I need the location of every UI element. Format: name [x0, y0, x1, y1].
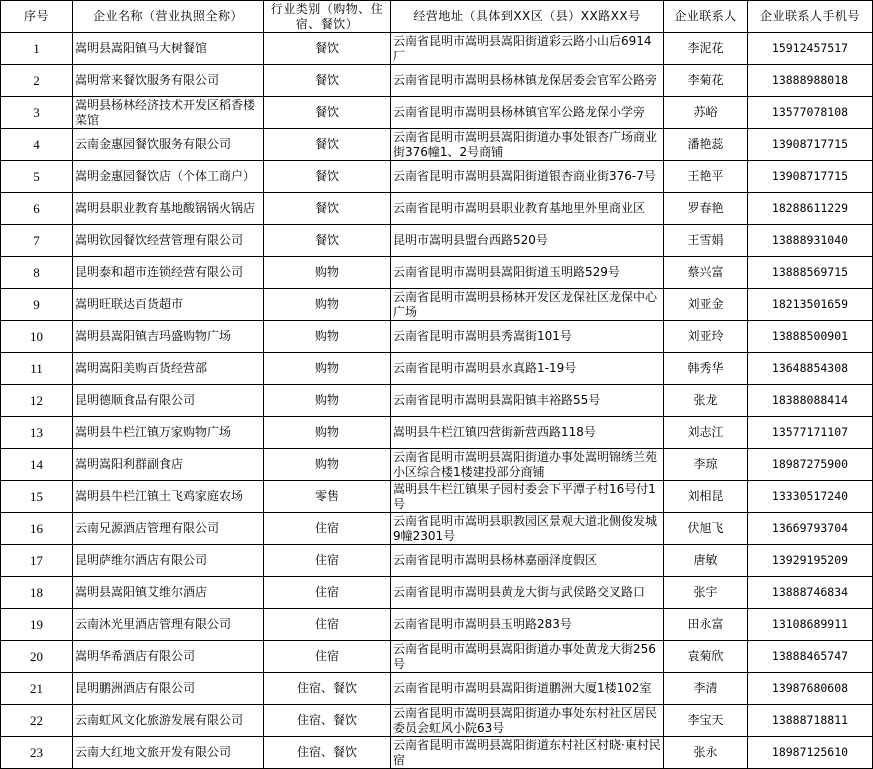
cell-no: 23 — [1, 737, 73, 769]
cell-no: 11 — [1, 353, 73, 385]
table-row — [1, 97, 873, 129]
cell-no: 4 — [1, 129, 73, 161]
cell-category: 餐饮 — [264, 65, 391, 97]
cell-phone: 13908717715 — [748, 161, 873, 193]
cell-address: 云南省昆明市嵩明县嵩阳街道彩云路小山后6914厂 — [391, 33, 664, 65]
cell-address: 云南省昆明市嵩明县嵩阳街道办事处东村社区居民委员会虹风小院63号 — [391, 705, 664, 737]
cell-name: 嵩明县牛栏江镇万家购物广场 — [73, 417, 264, 449]
cell-no: 13 — [1, 417, 73, 449]
cell-no: 20 — [1, 641, 73, 673]
cell-address: 云南省昆明市嵩明县秀嵩街101号 — [391, 321, 664, 353]
cell-address: 云南省昆明市嵩明县玉明路283号 — [391, 609, 664, 641]
cell-address: 云南省昆明市嵩明县杨林嘉丽泽度假区 — [391, 545, 664, 577]
cell-phone: 13888746834 — [748, 577, 873, 609]
cell-name: 嵩明金惠园餐饮店（个体工商户） — [73, 161, 264, 193]
cell-category: 住宿 — [264, 545, 391, 577]
cell-category: 住宿 — [264, 513, 391, 545]
cell-no: 21 — [1, 673, 73, 705]
cell-phone: 13888569715 — [748, 257, 873, 289]
table-row — [1, 545, 873, 577]
cell-name: 嵩明嵩阳利群副食店 — [73, 449, 264, 481]
cell-name: 嵩明县职业教育基地酸锅锅火锅店 — [73, 193, 264, 225]
cell-category: 餐饮 — [264, 161, 391, 193]
cell-phone: 15912457517 — [748, 33, 873, 65]
table-row — [1, 481, 873, 513]
table-body — [1, 33, 873, 769]
cell-name: 云南金惠园餐饮服务有限公司 — [73, 129, 264, 161]
table-row — [1, 321, 873, 353]
cell-name: 云南兄源酒店管理有限公司 — [73, 513, 264, 545]
cell-contact: 刘亚金 — [664, 289, 748, 321]
table-row — [1, 417, 873, 449]
cell-address: 云南省昆明市嵩明县水真路1-19号 — [391, 353, 664, 385]
cell-phone: 18288611229 — [748, 193, 873, 225]
cell-contact: 苏峪 — [664, 97, 748, 129]
cell-name: 昆明泰和超市连锁经营有限公司 — [73, 257, 264, 289]
cell-phone: 13577078108 — [748, 97, 873, 129]
cell-name: 云南大红地文旅开发有限公司 — [73, 737, 264, 769]
cell-name: 嵩明县嵩阳镇艾维尔酒店 — [73, 577, 264, 609]
cell-no: 18 — [1, 577, 73, 609]
cell-address: 云南省昆明市嵩明县杨林开发区龙保社区龙保中心广场 — [391, 289, 664, 321]
cell-address: 云南省昆明市嵩明县嵩阳镇丰裕路55号 — [391, 385, 664, 417]
cell-address: 云南省昆明市嵩明县职教园区景观大道北侧俊发城9幢2301号 — [391, 513, 664, 545]
cell-name: 嵩明常来餐饮服务有限公司 — [73, 65, 264, 97]
header-name: 企业名称（营业执照全称） — [73, 1, 264, 33]
cell-address: 云南省昆明市嵩明县杨林镇官军公路龙保小学旁 — [391, 97, 664, 129]
cell-no: 14 — [1, 449, 73, 481]
cell-phone: 13888465747 — [748, 641, 873, 673]
cell-contact: 蔡兴富 — [664, 257, 748, 289]
cell-category: 购物 — [264, 257, 391, 289]
cell-category: 住宿 — [264, 609, 391, 641]
cell-no: 10 — [1, 321, 73, 353]
cell-name: 嵩明钦园餐饮经营管理有限公司 — [73, 225, 264, 257]
cell-name: 嵩明嵩阳美购百货经营部 — [73, 353, 264, 385]
cell-name: 昆明萨维尔酒店有限公司 — [73, 545, 264, 577]
cell-no: 15 — [1, 481, 73, 513]
cell-phone: 13648854308 — [748, 353, 873, 385]
cell-contact: 刘亚玲 — [664, 321, 748, 353]
cell-no: 5 — [1, 161, 73, 193]
cell-contact: 李宝天 — [664, 705, 748, 737]
cell-contact: 王雪娟 — [664, 225, 748, 257]
cell-phone: 13577171107 — [748, 417, 873, 449]
cell-contact: 王艳平 — [664, 161, 748, 193]
cell-no: 7 — [1, 225, 73, 257]
cell-no: 19 — [1, 609, 73, 641]
table-row — [1, 225, 873, 257]
cell-phone: 13888500901 — [748, 321, 873, 353]
cell-name: 昆明鹏洲酒店有限公司 — [73, 673, 264, 705]
cell-address: 云南省昆明市嵩明县嵩阳街道东村社区村晓·東村民宿 — [391, 737, 664, 769]
cell-contact: 罗春艳 — [664, 193, 748, 225]
cell-phone: 13888718811 — [748, 705, 873, 737]
table-row — [1, 673, 873, 705]
header-contact: 企业联系人 — [664, 1, 748, 33]
cell-contact: 李泥花 — [664, 33, 748, 65]
cell-contact: 李琼 — [664, 449, 748, 481]
table-row — [1, 129, 873, 161]
cell-name: 嵩明县牛栏江镇土飞鸡家庭农场 — [73, 481, 264, 513]
table-row — [1, 289, 873, 321]
table-header-row — [1, 1, 873, 33]
table-row — [1, 33, 873, 65]
cell-phone: 13888931040 — [748, 225, 873, 257]
cell-no: 9 — [1, 289, 73, 321]
cell-category: 住宿、餐饮 — [264, 737, 391, 769]
cell-category: 住宿 — [264, 577, 391, 609]
cell-no: 2 — [1, 65, 73, 97]
cell-category: 住宿、餐饮 — [264, 673, 391, 705]
cell-contact: 李菊花 — [664, 65, 748, 97]
header-phone: 企业联系人手机号 — [748, 1, 873, 33]
cell-category: 餐饮 — [264, 193, 391, 225]
cell-phone: 13987680608 — [748, 673, 873, 705]
cell-contact: 刘相昆 — [664, 481, 748, 513]
cell-name: 嵩明县嵩阳镇马大树餐馆 — [73, 33, 264, 65]
cell-name: 嵩明县杨林经济技术开发区稻香楼菜馆 — [73, 97, 264, 129]
table-row — [1, 705, 873, 737]
table-row — [1, 609, 873, 641]
cell-no: 22 — [1, 705, 73, 737]
cell-category: 购物 — [264, 289, 391, 321]
cell-category: 餐饮 — [264, 33, 391, 65]
cell-address: 云南省昆明市嵩明县职业教育基地里外里商业区 — [391, 193, 664, 225]
cell-no: 8 — [1, 257, 73, 289]
table-row — [1, 257, 873, 289]
table-row — [1, 353, 873, 385]
cell-name: 云南沐光里酒店管理有限公司 — [73, 609, 264, 641]
cell-category: 餐饮 — [264, 129, 391, 161]
cell-category: 餐饮 — [264, 225, 391, 257]
cell-phone: 18987125610 — [748, 737, 873, 769]
table-row — [1, 161, 873, 193]
cell-phone: 13888988018 — [748, 65, 873, 97]
cell-contact: 张龙 — [664, 385, 748, 417]
cell-category: 住宿、餐饮 — [264, 705, 391, 737]
cell-address: 云南省昆明市嵩明县嵩阳街道办事处黄龙大街256号 — [391, 641, 664, 673]
cell-address: 云南省昆明市嵩明县嵩阳街道办事处嵩明锦绣兰苑小区综合楼1楼建投部分商铺 — [391, 449, 664, 481]
cell-category: 购物 — [264, 321, 391, 353]
cell-name: 嵩明华希酒店有限公司 — [73, 641, 264, 673]
cell-phone: 13330517240 — [748, 481, 873, 513]
cell-contact: 伏旭飞 — [664, 513, 748, 545]
cell-contact: 张永 — [664, 737, 748, 769]
table-row — [1, 65, 873, 97]
cell-contact: 潘艳蕊 — [664, 129, 748, 161]
table-row — [1, 641, 873, 673]
cell-address: 云南省昆明市嵩明县黄龙大街与武侯路交叉路口 — [391, 577, 664, 609]
cell-category: 购物 — [264, 449, 391, 481]
cell-phone: 13108689911 — [748, 609, 873, 641]
header-category: 行业类别（购物、住宿、餐饮） — [264, 1, 391, 33]
cell-name: 云南虹风文化旅游发展有限公司 — [73, 705, 264, 737]
cell-address: 嵩明县牛栏江镇果子园村委会下平潭子村16号付1号 — [391, 481, 664, 513]
cell-category: 购物 — [264, 417, 391, 449]
cell-address: 昆明市嵩明县盟台西路520号 — [391, 225, 664, 257]
cell-no: 3 — [1, 97, 73, 129]
cell-name: 嵩明旺联达百货超市 — [73, 289, 264, 321]
cell-address: 云南省昆明市嵩明县嵩阳街道鹏洲大厦1楼102室 — [391, 673, 664, 705]
table-row — [1, 577, 873, 609]
header-no: 序号 — [1, 1, 73, 33]
cell-category: 餐饮 — [264, 97, 391, 129]
cell-phone: 18388088414 — [748, 385, 873, 417]
cell-name: 昆明德顺食品有限公司 — [73, 385, 264, 417]
cell-no: 12 — [1, 385, 73, 417]
cell-no: 6 — [1, 193, 73, 225]
cell-contact: 李清 — [664, 673, 748, 705]
cell-category: 购物 — [264, 385, 391, 417]
cell-no: 1 — [1, 33, 73, 65]
cell-phone: 18987275900 — [748, 449, 873, 481]
cell-no: 16 — [1, 513, 73, 545]
cell-no: 17 — [1, 545, 73, 577]
cell-contact: 刘志江 — [664, 417, 748, 449]
cell-category: 购物 — [264, 353, 391, 385]
cell-address: 嵩明县牛栏江镇四营街新营西路118号 — [391, 417, 664, 449]
header-address: 经营地址（具体到XX区（县）XX路XX号 — [391, 1, 664, 33]
table-row — [1, 193, 873, 225]
cell-category: 零售 — [264, 481, 391, 513]
cell-phone: 18213501659 — [748, 289, 873, 321]
cell-contact: 韩秀华 — [664, 353, 748, 385]
cell-contact: 袁菊欣 — [664, 641, 748, 673]
table-row — [1, 737, 873, 769]
cell-address: 云南省昆明市嵩明县杨林镇龙保居委会官军公路旁 — [391, 65, 664, 97]
table-row — [1, 513, 873, 545]
table-row — [1, 385, 873, 417]
table-row — [1, 449, 873, 481]
cell-contact: 田永富 — [664, 609, 748, 641]
cell-contact: 张宇 — [664, 577, 748, 609]
cell-phone: 13669793704 — [748, 513, 873, 545]
cell-phone: 13929195209 — [748, 545, 873, 577]
cell-category: 住宿 — [264, 641, 391, 673]
cell-address: 云南省昆明市嵩明县嵩阳街道玉明路529号 — [391, 257, 664, 289]
cell-address: 云南省昆明市嵩明县嵩阳街道银杏商业街376-7号 — [391, 161, 664, 193]
cell-phone: 13908717715 — [748, 129, 873, 161]
cell-address: 云南省昆明市嵩明县嵩阳街道办事处银杏广场商业街376幢1、2号商铺 — [391, 129, 664, 161]
cell-contact: 唐敏 — [664, 545, 748, 577]
cell-name: 嵩明县嵩阳镇吉玛盛购物广场 — [73, 321, 264, 353]
